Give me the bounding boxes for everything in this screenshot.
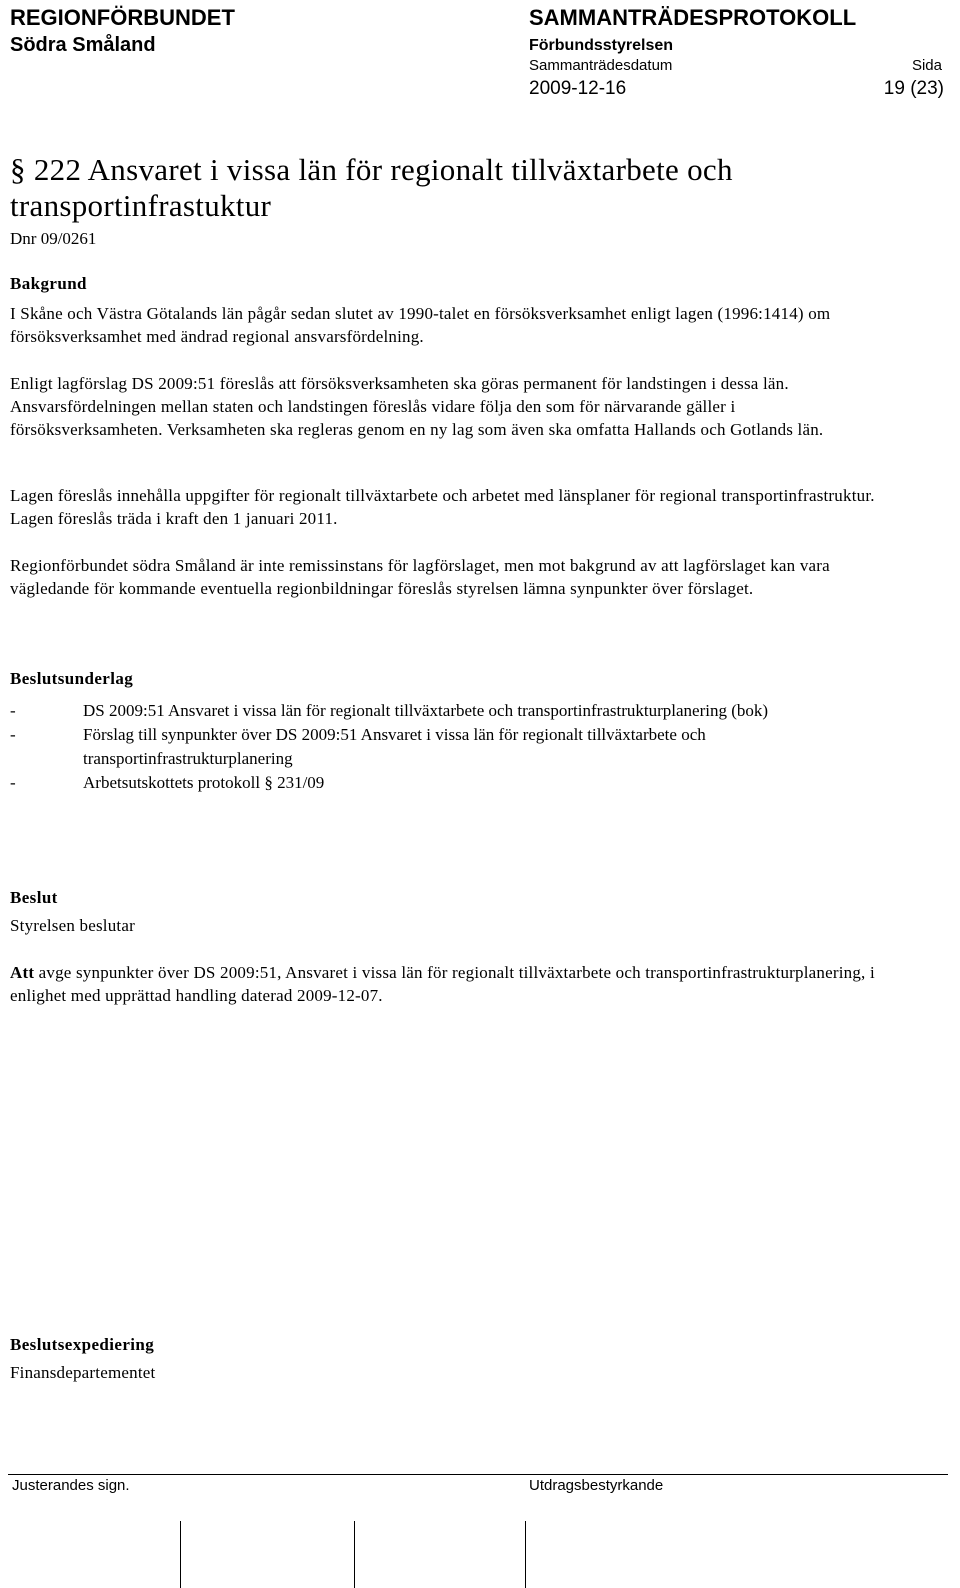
basis-list: [10, 699, 910, 795]
meeting-date-label: Sammanträdesdatum: [529, 57, 673, 74]
section-title-text: 222 Ansvaret i vissa län för regionalt tillväxtarbete och transportinfrastuktur: [10, 152, 733, 223]
list-item: [10, 723, 910, 771]
list-item-text: DS 2009:51 Ansvaret i vissa län för regionalt tillväxtarbete och transportinfrastrukturplanering (bok): [83, 701, 769, 720]
list-item-text: Arbetsutskottets protokoll § 231/09: [83, 773, 325, 792]
heading-beslutsexpediering: Beslutsexpediering: [10, 1335, 155, 1354]
decision-att-word: Att: [10, 963, 35, 982]
footer-rule: [8, 1474, 948, 1475]
signature-box-divider: [354, 1521, 355, 1588]
dispatch-recipient: Finansdepartementet: [10, 1363, 156, 1382]
list-dash: -: [10, 773, 16, 792]
decision-text: [10, 961, 890, 1007]
paragraph-bakgrund-3: Lagen föreslås innehålla uppgifter för regionalt tillväxtarbete och arbetet med länsplaner för regional transportinfrastruktur. Lagen föreslås träda i kraft den 1 januari 2011.: [10, 486, 875, 528]
signature-box-divider: [180, 1521, 181, 1588]
page-label: Sida: [911, 57, 942, 74]
org-name: REGIONFÖRBUNDET: [10, 5, 235, 30]
document-type: SAMMANTRÄDESPROTOKOLL: [529, 5, 857, 30]
heading-beslut: Beslut: [10, 888, 58, 907]
list-item: [10, 699, 910, 723]
paragraph-bakgrund-1: I Skåne och Västra Götalands län pågår sedan slutet av 1990-talet en försöksverksamhet enligt lagen (1996:1414) om försöksverksamhet med ändrad regional ansvarsfördelning.: [10, 304, 831, 346]
paragraph-bakgrund-4: Regionförbundet södra Småland är inte remissinstans för lagförslaget, men mot bakgrund av att lagförslaget kan vara vägledande för kommande eventuella regionbildningar föreslås styrelsen lämna synpunkter över förslaget.: [10, 556, 830, 598]
section-title: [10, 152, 890, 224]
decision-intro: Styrelsen beslutar: [10, 916, 135, 935]
paragraph-bakgrund-2: Enligt lagförslag DS 2009:51 föreslås att försöksverksamheten ska göras permanent för landstingen i dessa län. Ansvarsfördelningen mellan staten och landstingen föreslås vidare följa den som för närvarande gäller i försöksverksamheten. Verksamheten ska regleras genom en ny lag som även ska omfatta Hallands och Gotlands län.: [10, 374, 824, 439]
list-dash: -: [10, 725, 16, 744]
section-mark: §: [10, 152, 26, 187]
org-region: Södra Småland: [10, 34, 156, 56]
signature-box-divider: [525, 1521, 526, 1588]
heading-bakgrund: Bakgrund: [10, 274, 87, 293]
committee-name: Förbundsstyrelsen: [529, 37, 674, 54]
meeting-date: 2009-12-16: [529, 78, 627, 99]
list-item: [10, 771, 910, 795]
footer-utdrag-label: Utdragsbestyrkande: [529, 1477, 664, 1494]
footer-justerandes-label: Justerandes sign.: [12, 1477, 130, 1494]
page-number: 19 (23): [883, 78, 944, 99]
diary-number: Dnr 09/0261: [10, 229, 97, 248]
list-item-text: Förslag till synpunkter över DS 2009:51 Ansvaret i vissa län för regionalt tillväxtarbete och transportinfrastrukturplanering: [83, 725, 706, 768]
list-dash: -: [10, 701, 16, 720]
decision-body: avge synpunkter över DS 2009:51, Ansvaret i vissa län för regionalt tillväxtarbete och transportinfrastrukturplanering, i enlighet med upprättad handling daterad 2009-12-07.: [10, 963, 875, 1005]
heading-beslutsunderlag: Beslutsunderlag: [10, 669, 134, 688]
